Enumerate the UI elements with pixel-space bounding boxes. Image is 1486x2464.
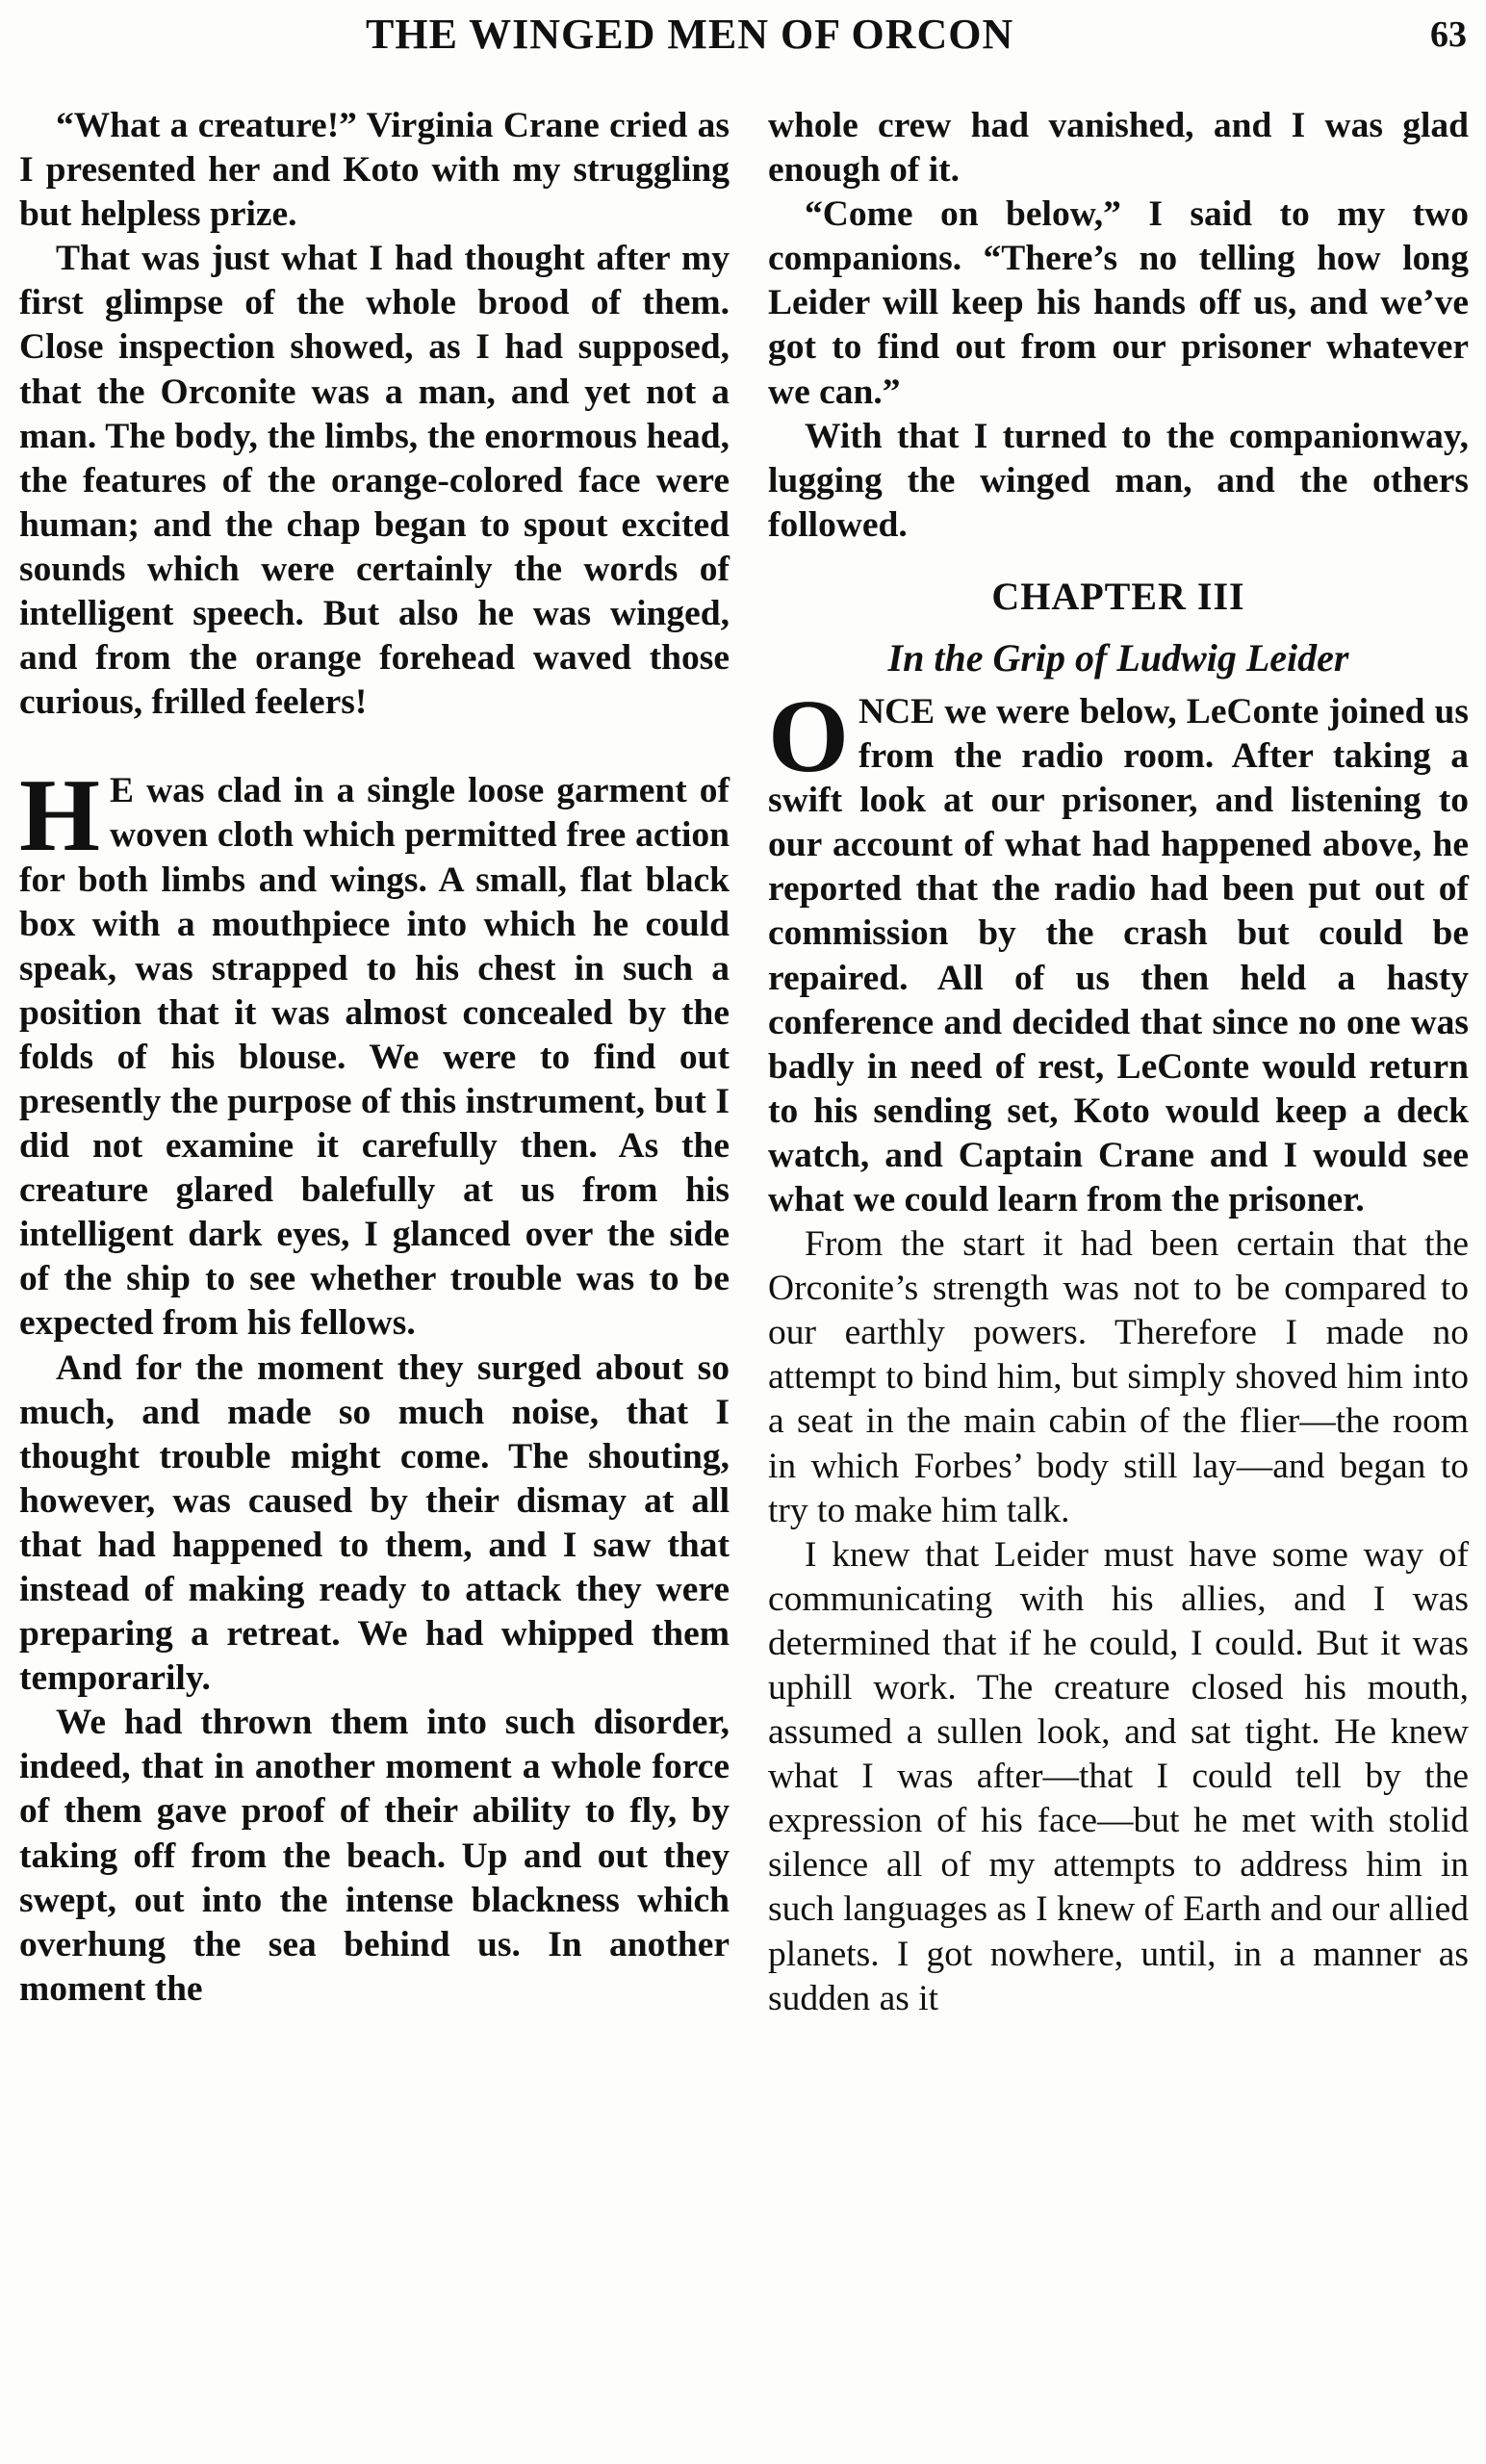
left-column	[19, 104, 730, 2012]
drop-cap: O	[768, 679, 850, 794]
paragraph: “Come on below,” I said to my two companions. “There’s no telling how long Leider will keep his hands off us, and we’ve got to find out from our prisoner whatever we can.”	[768, 194, 1469, 412]
paragraph: And for the moment they surged about so much, and made so much noise, that I thought trouble might come. The shouting, however, was caused by their dismay at all that had happened to them, and I saw that instead of making ready to attack they were preparing a retreat. We had whipped them temporarily.	[19, 1348, 730, 1699]
paragraph-text: NCE we were below, LeConte joined us from the radio room. After taking a swift look at our prisoner, and listening to our account of what had happened above, he reported that the radio had been put out of commission by the crash but could be repaired. All of us then held a hasty conference and decided that since no one was badly in need of rest, LeConte would return to his sending set, Koto would keep a deck watch, and Captain Crane and I would see what we could learn from the prisoner.	[768, 691, 1469, 1219]
paragraph-with-dropcap	[19, 758, 730, 1346]
paragraph: “What a creature!” Virginia Crane cried as I presented her and Koto with my struggling but helpless prize.	[19, 106, 730, 235]
paragraph: With that I turned to the companionway, lugging the winged man, and the others followed.	[768, 416, 1469, 545]
running-head	[0, 8, 1486, 62]
paragraph: I knew that Leider must have some way of communicating with his allies, and I was determined that if he could, I could. But it was uphill work. The creature closed his mouth, assumed a sullen look, and sat tight. He knew what I was after—that I could tell by the expression of his face—but he met with stolid silence all of my attempts to address him in such languages as I knew of Earth and our allied planets. I got nowhere, until, in a manner as sudden as it	[768, 1534, 1469, 2018]
running-title: THE WINGED MEN OF ORCON	[366, 11, 1014, 58]
chapter-heading: CHAPTER III	[991, 574, 1245, 618]
paragraph-with-dropcap	[768, 679, 1469, 1222]
paragraph: From the start it had been certain that the Orconite’s strength was not to be compared to our earthly powers. Therefore I made no attempt to bind him, but simply shoved him into a seat in the main cabin of the flier—the room in which Forbes’ body still lay—and began to try to make him talk.	[768, 1224, 1469, 1530]
paragraph: whole crew had vanished, and I was glad enough of it.	[768, 106, 1469, 191]
right-column	[768, 104, 1469, 2021]
page-number: 63	[1430, 14, 1467, 55]
paragraph: That was just what I had thought after my first glimpse of the whole brood of them. Close inspection showed, as I had supposed, that the Orconite was a man, and yet not a man. The body, the limbs, the enormous head, the features of the orange-colored face were human; and the chap began to spout excited sounds which were certainly the words of intelligent speech. But also he was winged, and from the orange forehead waved those curious, frilled feelers!	[19, 239, 730, 723]
drop-cap: H	[19, 758, 101, 874]
chapter-subtitle: In the Grip of Ludwig Leider	[887, 635, 1349, 680]
paragraph-text: E was clad in a single loose garment of woven cloth which permitted free action for both limbs and wings. A small, flat black box with a mouthpiece into which he could speak, was strapped to his chest in such a position that it was almost concealed by the folds of his blouse. We were to find out presently the purpose of this instrument, but I did not examine it carefully then. As the creature glared balefully at us from his intelligent dark eyes, I glanced over the side of the ship to see whether trouble was to be expected from his fellows.	[19, 771, 730, 1344]
paragraph: We had thrown them into such disorder, indeed, that in another moment a whole force of them gave proof of their ability to fly, by taking off from the beach. Up and out they swept, out into the intense blackness which overhung the sea behind us. In another moment the	[19, 1703, 730, 2009]
